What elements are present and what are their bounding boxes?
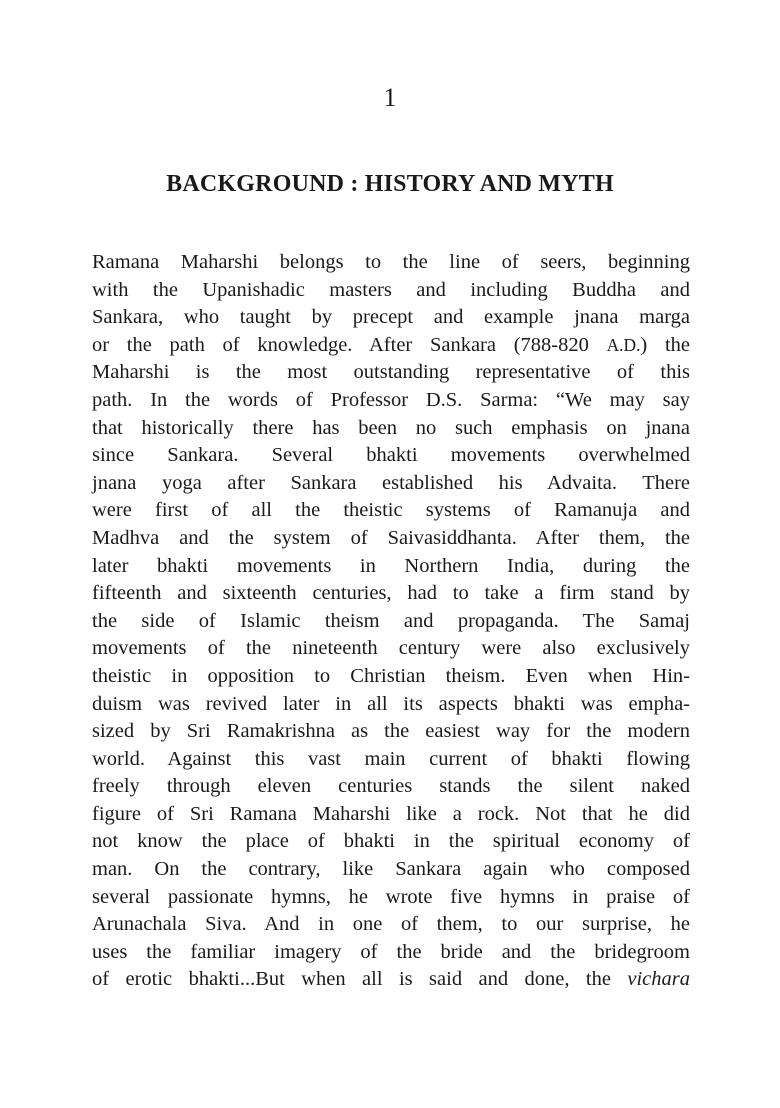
text-line: Maharshi is the most outstanding representative of this — [92, 361, 690, 384]
italic-term: vichara — [627, 968, 690, 991]
text-line: movements of the nineteenth century were also exclusively — [92, 637, 690, 660]
text-line: that historically there has been no such emphasis on jnana — [92, 416, 690, 439]
text-line: jnana yoga after Sankara established his Advaita. There — [92, 471, 690, 494]
text-line-start: or the path of knowledge. After Sankara (788-820 — [92, 333, 589, 356]
text-line — [92, 966, 690, 994]
text-line: duism was revived later in all its aspects bhakti was empha- — [92, 692, 690, 715]
text-line: Sankara, who taught by precept and example jnana marga — [92, 306, 690, 329]
text-line: with the Upanishadic masters and including Buddha and — [92, 278, 690, 301]
text-line: later bhakti movements in Northern India, during the — [92, 554, 690, 577]
text-line: theistic in opposition to Christian theism. Even when Hin- — [92, 664, 690, 687]
text-line: were first of all the theistic systems of Ramanuja and — [92, 499, 690, 522]
era-abbreviation: A.D. — [606, 334, 641, 355]
body-paragraph — [92, 249, 690, 994]
text-line: path. In the words of Professor D.S. Sarma: “We may say — [92, 388, 690, 411]
text-line: since Sankara. Several bhakti movements overwhelmed — [92, 444, 690, 467]
text-line: Madhva and the system of Saivasiddhanta. After them, the — [92, 526, 690, 549]
text-line: freely through eleven centuries stands the silent naked — [92, 775, 690, 798]
text-line: sized by Sri Ramakrishna as the easiest way for the modern — [92, 720, 690, 743]
chapter-number: 1 — [383, 83, 397, 112]
text-line: uses the familiar imagery of the bride and the bridegroom — [92, 940, 690, 963]
text-line-end: ) the — [640, 333, 691, 356]
text-line: man. On the contrary, like Sankara again who composed — [92, 858, 690, 881]
text-line: not know the place of bhakti in the spiritual economy of — [92, 830, 690, 853]
text-line: Arunachala Siva. And in one of them, to our surprise, he — [92, 913, 690, 936]
chapter-title: BACKGROUND : HISTORY AND MYTH — [166, 171, 614, 197]
text-line-start: of erotic bhakti...But when all is said and done, the — [92, 968, 611, 991]
text-line — [92, 332, 690, 360]
text-line: Ramana Maharshi belongs to the line of seers, beginning — [92, 251, 690, 273]
text-line: figure of Sri Ramana Maharshi like a rock. Not that he did — [92, 802, 690, 825]
text-line: the side of Islamic theism and propaganda. The Samaj — [92, 609, 690, 632]
text-line: fifteenth and sixteenth centuries, had to take a firm stand by — [92, 582, 690, 605]
text-line: world. Against this vast main current of bhakti flowing — [92, 747, 690, 770]
text-line: several passionate hymns, he wrote five hymns in praise of — [92, 885, 690, 908]
